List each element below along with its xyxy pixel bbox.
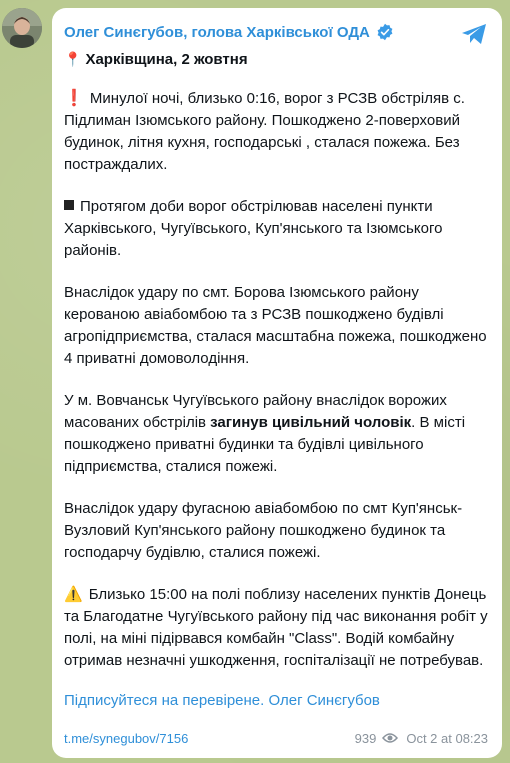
location-date xyxy=(64,46,488,72)
paragraph-4-text-b: . В місті пошкоджено приватні будинки та будівлі цивільного підприємства, сталися пожежі. xyxy=(64,414,466,475)
paragraph-5 xyxy=(64,498,488,564)
warning-icon: ⚠️ xyxy=(64,586,83,603)
paragraph-1-text: Минулої ночі, близько 0:16, ворог з РСЗВ обстріляв с. Підлиман Ізюмського району. Пошкоджено 2-поверховий будинок, літня кухня, господарські , сталася пожежа. Без постраждалих. xyxy=(64,90,465,173)
paragraph-1 xyxy=(64,88,488,176)
paragraph-6 xyxy=(64,584,488,672)
paragraph-4-text-a: У м. Вовчанськ Чугуївського району внаслідок ворожих масованих обстрілів xyxy=(64,392,447,431)
channel-avatar[interactable] xyxy=(2,8,42,48)
paragraph-3-text: Внаслідок удару по смт. Борова Ізюмського району керованою авіабомбою та з РСЗВ пошкоджено будівлі агропідприємства, сталася масштабна пожежа, пошкоджено 4 приватні домоволодіння. xyxy=(64,284,487,367)
avatar-photo xyxy=(2,8,42,48)
paragraph-5-text: Внаслідок удару фугасною авіабомбою по смт Куп'янськ-Вузловий Куп'янського району пошкоджено будинок та господарчу будівлю, сталися пожежі. xyxy=(64,500,463,561)
verified-check-icon xyxy=(376,23,394,41)
message-meta xyxy=(355,731,488,746)
view-count: 939 xyxy=(354,730,377,746)
exclamation-icon: ❗ xyxy=(64,90,84,107)
location-date-text: Харківщина, 2 жовтня xyxy=(85,50,248,68)
message-footer xyxy=(64,728,488,748)
channel-name[interactable]: Олег Синєгубов, голова Харківської ОДА xyxy=(64,23,370,41)
paragraph-4-bold: загинув цивільний чоловік xyxy=(210,414,412,431)
subscribe-link[interactable]: Підписуйтеся на перевірене. Олег Синєгубов xyxy=(64,692,380,709)
black-square-icon xyxy=(64,200,74,210)
eye-icon xyxy=(382,732,398,744)
paragraph-3 xyxy=(64,282,488,370)
telegram-share-icon[interactable] xyxy=(460,22,488,46)
message-header xyxy=(64,20,488,44)
paragraph-2-text: Протягом доби ворог обстрілював населені пункти Харківського, Чугуївського, Куп'янського та Ізюмського районів. xyxy=(64,198,443,259)
timestamp: Oct 2 at 08:23 xyxy=(406,730,488,746)
message-bubble xyxy=(52,8,502,758)
paragraph-4 xyxy=(64,390,488,478)
paragraph-2 xyxy=(64,196,488,262)
paragraph-6-text: Близько 15:00 на полі поблизу населених пунктів Донець та Благодатне Чугуївського району під час виконання робіт у полі, на міні підірвався комбайн "Class". Водій комбайну отримав незначні ушкодження, госпіталізації не потребував. xyxy=(64,586,488,669)
pin-icon: 📍 xyxy=(64,50,82,67)
post-link[interactable]: t.me/synegubov/7156 xyxy=(64,730,189,746)
